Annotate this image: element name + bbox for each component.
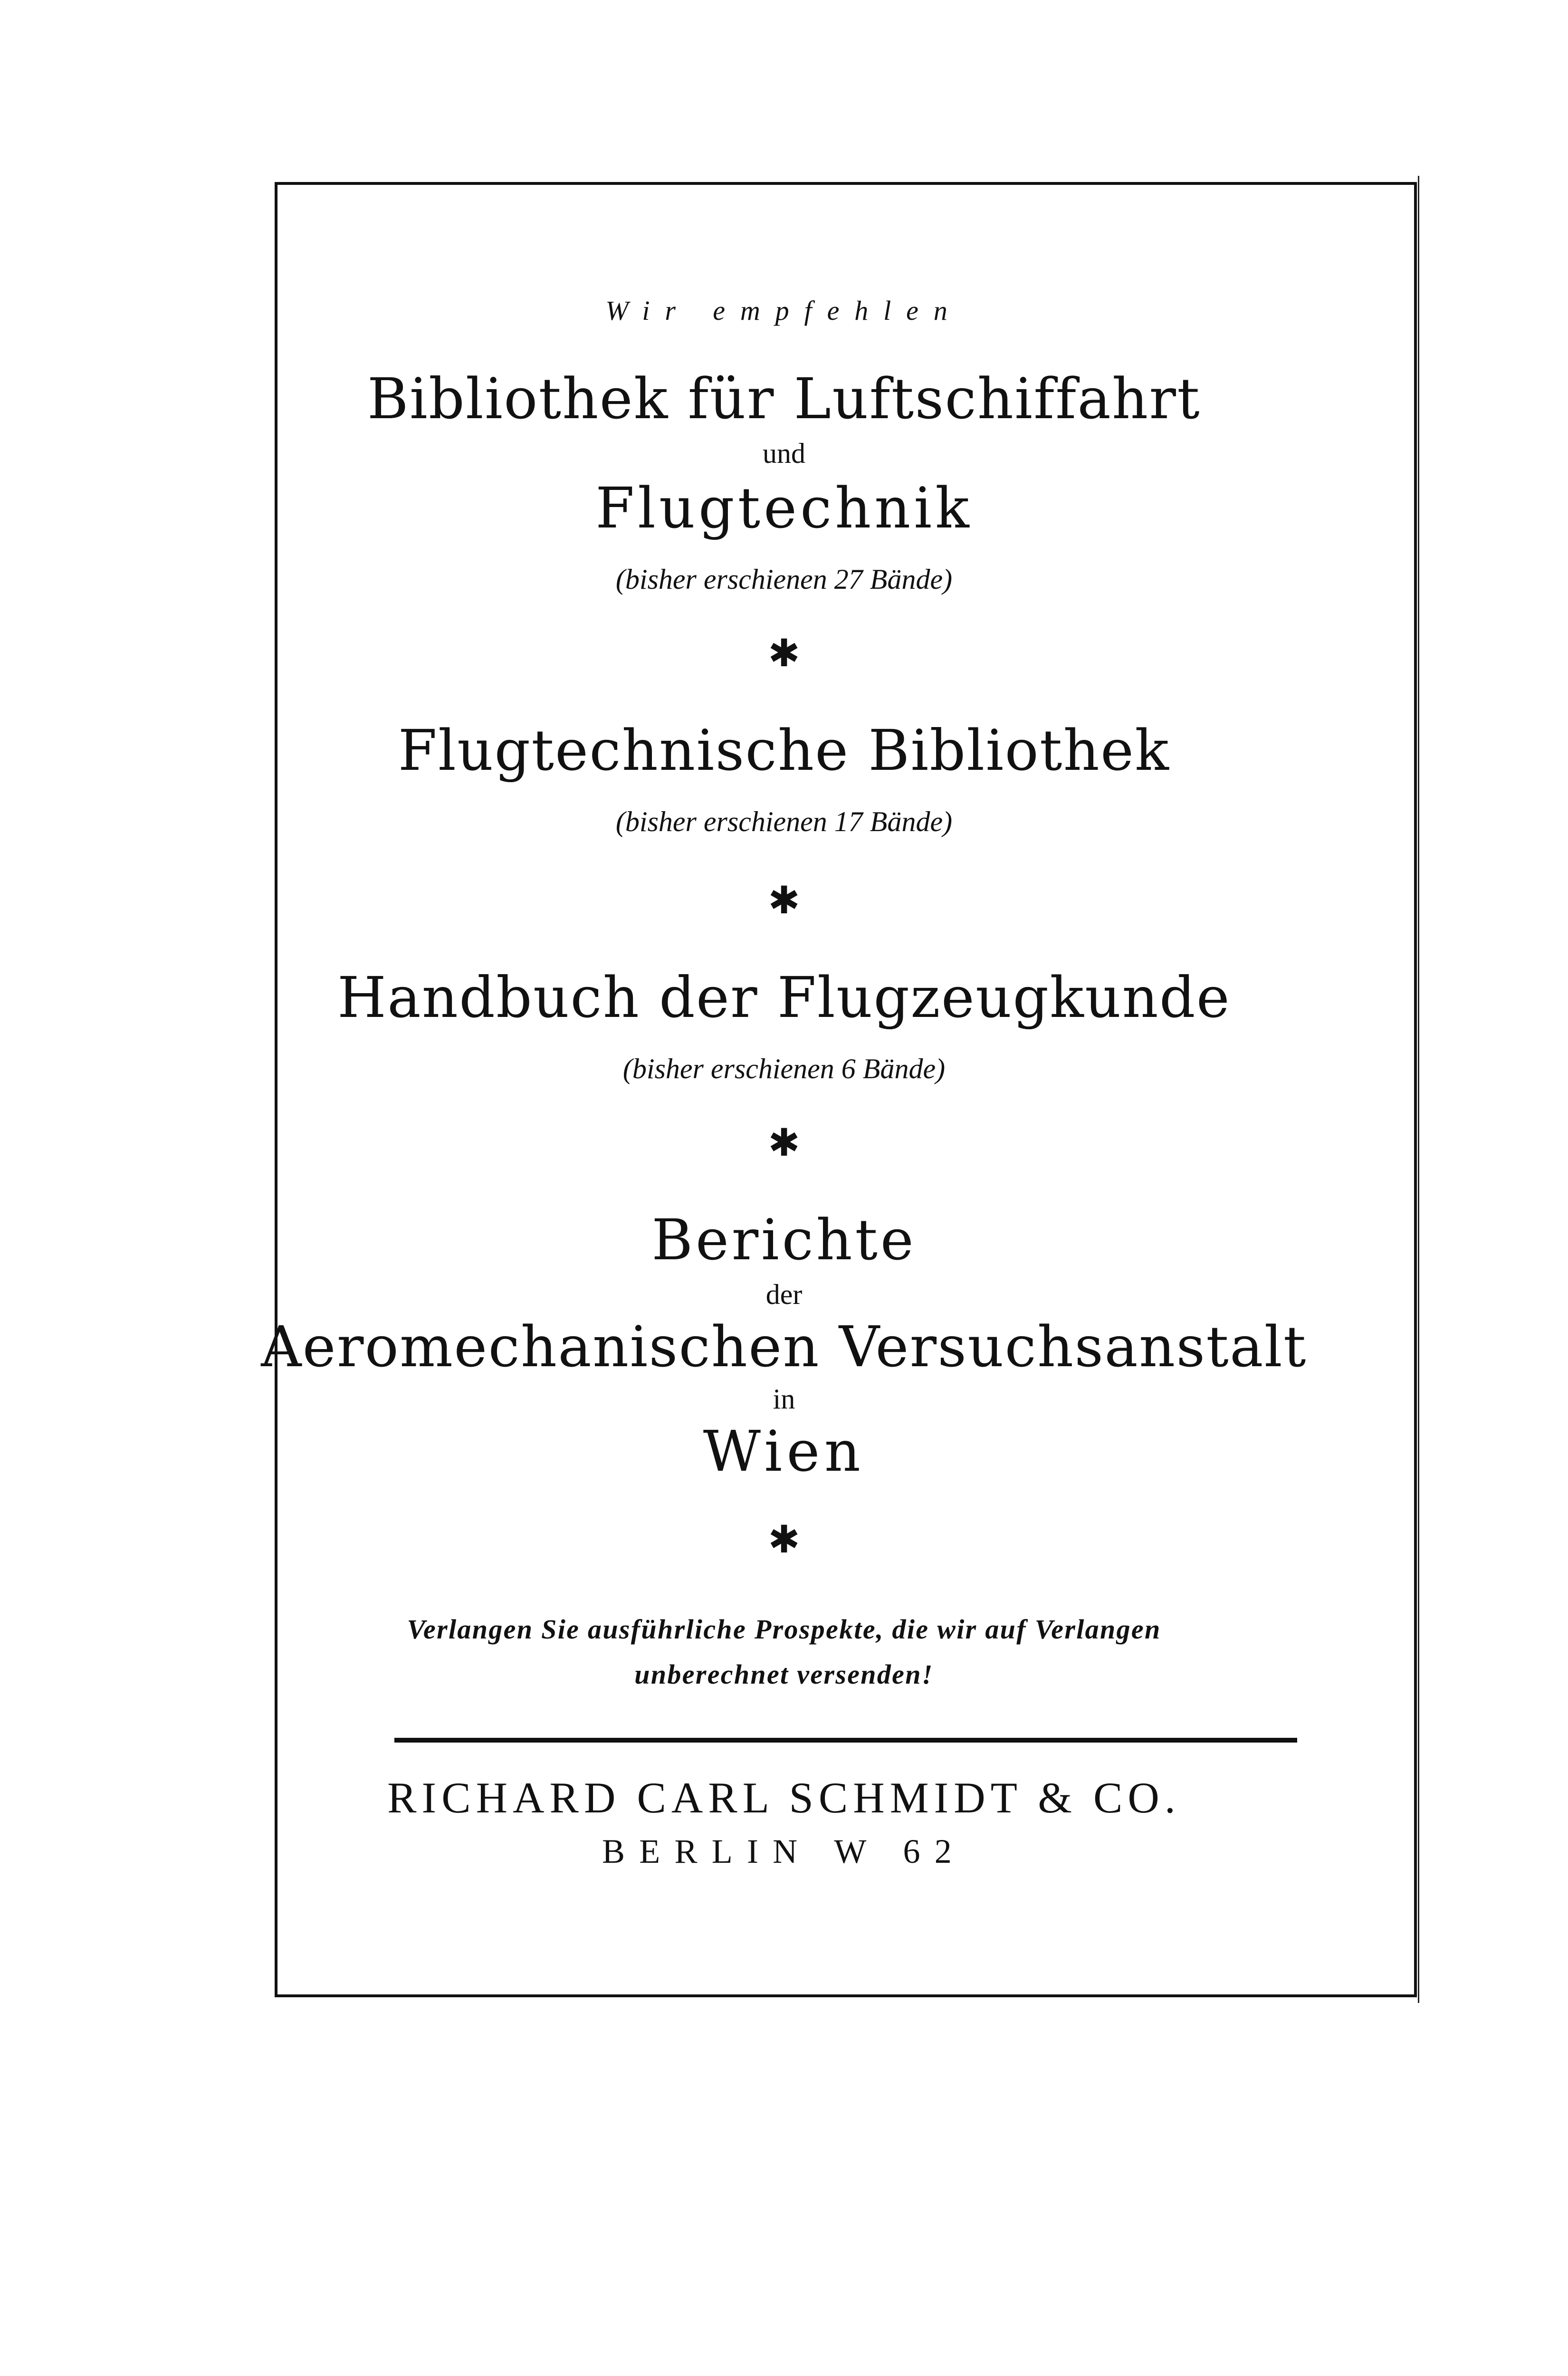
series-3-note: (bisher erschienen 6 Bände) (622, 1053, 946, 1084)
series-2-title: Flugtechnische Bibliothek (398, 718, 1170, 783)
series-1-connector: und (763, 438, 805, 469)
series-1-note: (bisher erschienen 27 Bände) (615, 564, 953, 595)
series-1-title-line1: Bibliothek für Luftschiffahrt (367, 366, 1201, 431)
publisher-name: RICHARD CARL SCHMIDT & CO. (387, 1773, 1181, 1822)
series-4-connector1: der (765, 1279, 803, 1310)
separator-star-1: ✱ (768, 631, 800, 675)
publisher-city: BERLIN W 62 (602, 1832, 966, 1870)
series-4-title-line1: Berichte (651, 1207, 917, 1273)
series-1-title-line2: Flugtechnik (595, 475, 973, 541)
horizontal-rule (394, 1738, 1297, 1743)
separator-star-2: ✱ (768, 878, 800, 922)
request-line-1: Verlangen Sie ausführliche Prospekte, die wir auf Verlangen (407, 1614, 1161, 1645)
series-2-note: (bisher erschienen 17 Bände) (615, 806, 953, 837)
series-3-title: Handbuch der Flugzeugkunde (337, 965, 1231, 1030)
series-4-title-line2: Aeromechanischen Versuchsanstalt (261, 1314, 1307, 1380)
series-4-title-line3: Wien (703, 1418, 865, 1484)
intro-heading: Wir empfehlen (605, 295, 963, 326)
separator-star-3: ✱ (768, 1121, 800, 1165)
request-line-2: unberechnet versenden! (634, 1659, 934, 1690)
separator-star-4: ✱ (768, 1517, 800, 1562)
series-4-connector2: in (773, 1383, 795, 1415)
